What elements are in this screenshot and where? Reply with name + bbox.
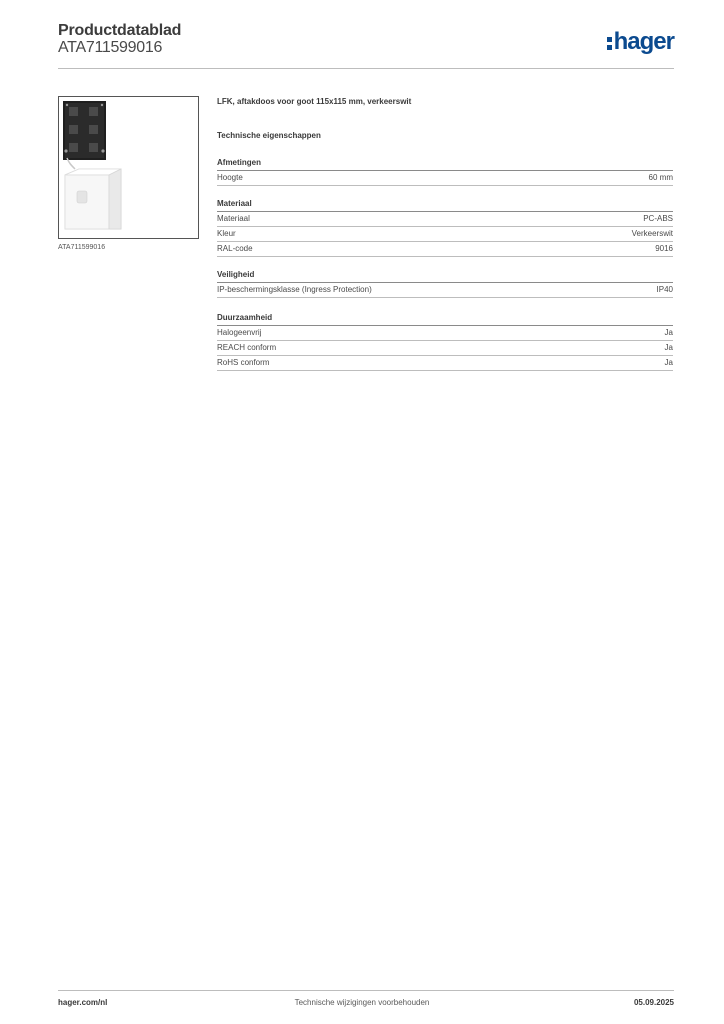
row-value: Ja [664,328,673,337]
section-duurzaamheid [217,312,673,371]
footer-disclaimer: Technische wijzigingen voorbehouden [294,998,430,1007]
row-value: Ja [664,358,673,367]
row-value: IP40 [656,285,673,294]
junction-box-illustration [59,97,198,238]
row-value: 9016 [655,244,673,253]
row-label: RAL-code [217,244,253,253]
section-title: Materiaal [217,198,673,212]
row-label: IP-beschermingsklasse (Ingress Protection) [217,285,372,294]
row-label: RoHS conform [217,358,270,367]
table-row [217,341,673,356]
table-row [217,212,673,227]
section-afmetingen [217,157,673,186]
table-row [217,326,673,341]
row-value: Ja [664,343,673,352]
table-row [217,242,673,257]
logo-text: hager [613,28,674,55]
footer-website-link[interactable]: hager.com/nl [58,998,108,1007]
product-description: LFK, aftakdoos voor goot 115x115 mm, verkeerswit [217,97,412,106]
product-details [217,96,673,371]
footer-date: 05.09.2025 [633,998,674,1007]
section-title: Afmetingen [217,157,673,171]
tech-properties-heading: Technische eigenschappen [217,131,321,140]
image-caption: ATA711599016 [58,244,106,251]
row-value: PC-ABS [643,214,673,223]
section-title: Duurzaamheid [217,312,673,326]
row-label: Halogeenvrij [217,328,262,337]
table-row [217,227,673,242]
row-label: Kleur [217,229,236,238]
page-title: Productdatablad [58,22,182,39]
header-divider [58,68,674,69]
table-row [217,283,673,298]
product-image [58,96,199,239]
footer-divider [58,990,674,991]
table-row [217,356,673,371]
row-label: Hoogte [217,173,243,182]
section-materiaal [217,198,673,257]
row-value: Verkeerswit [631,229,673,238]
row-label: Materiaal [217,214,250,223]
product-code: ATA711599016 [58,39,163,56]
section-veiligheid [217,269,673,298]
row-label: REACH conform [217,343,277,352]
hager-logo [607,30,674,54]
row-value: 60 mm [648,173,673,182]
section-title: Veiligheid [217,269,673,283]
logo-colon-icon [607,37,612,50]
table-row [217,171,673,186]
